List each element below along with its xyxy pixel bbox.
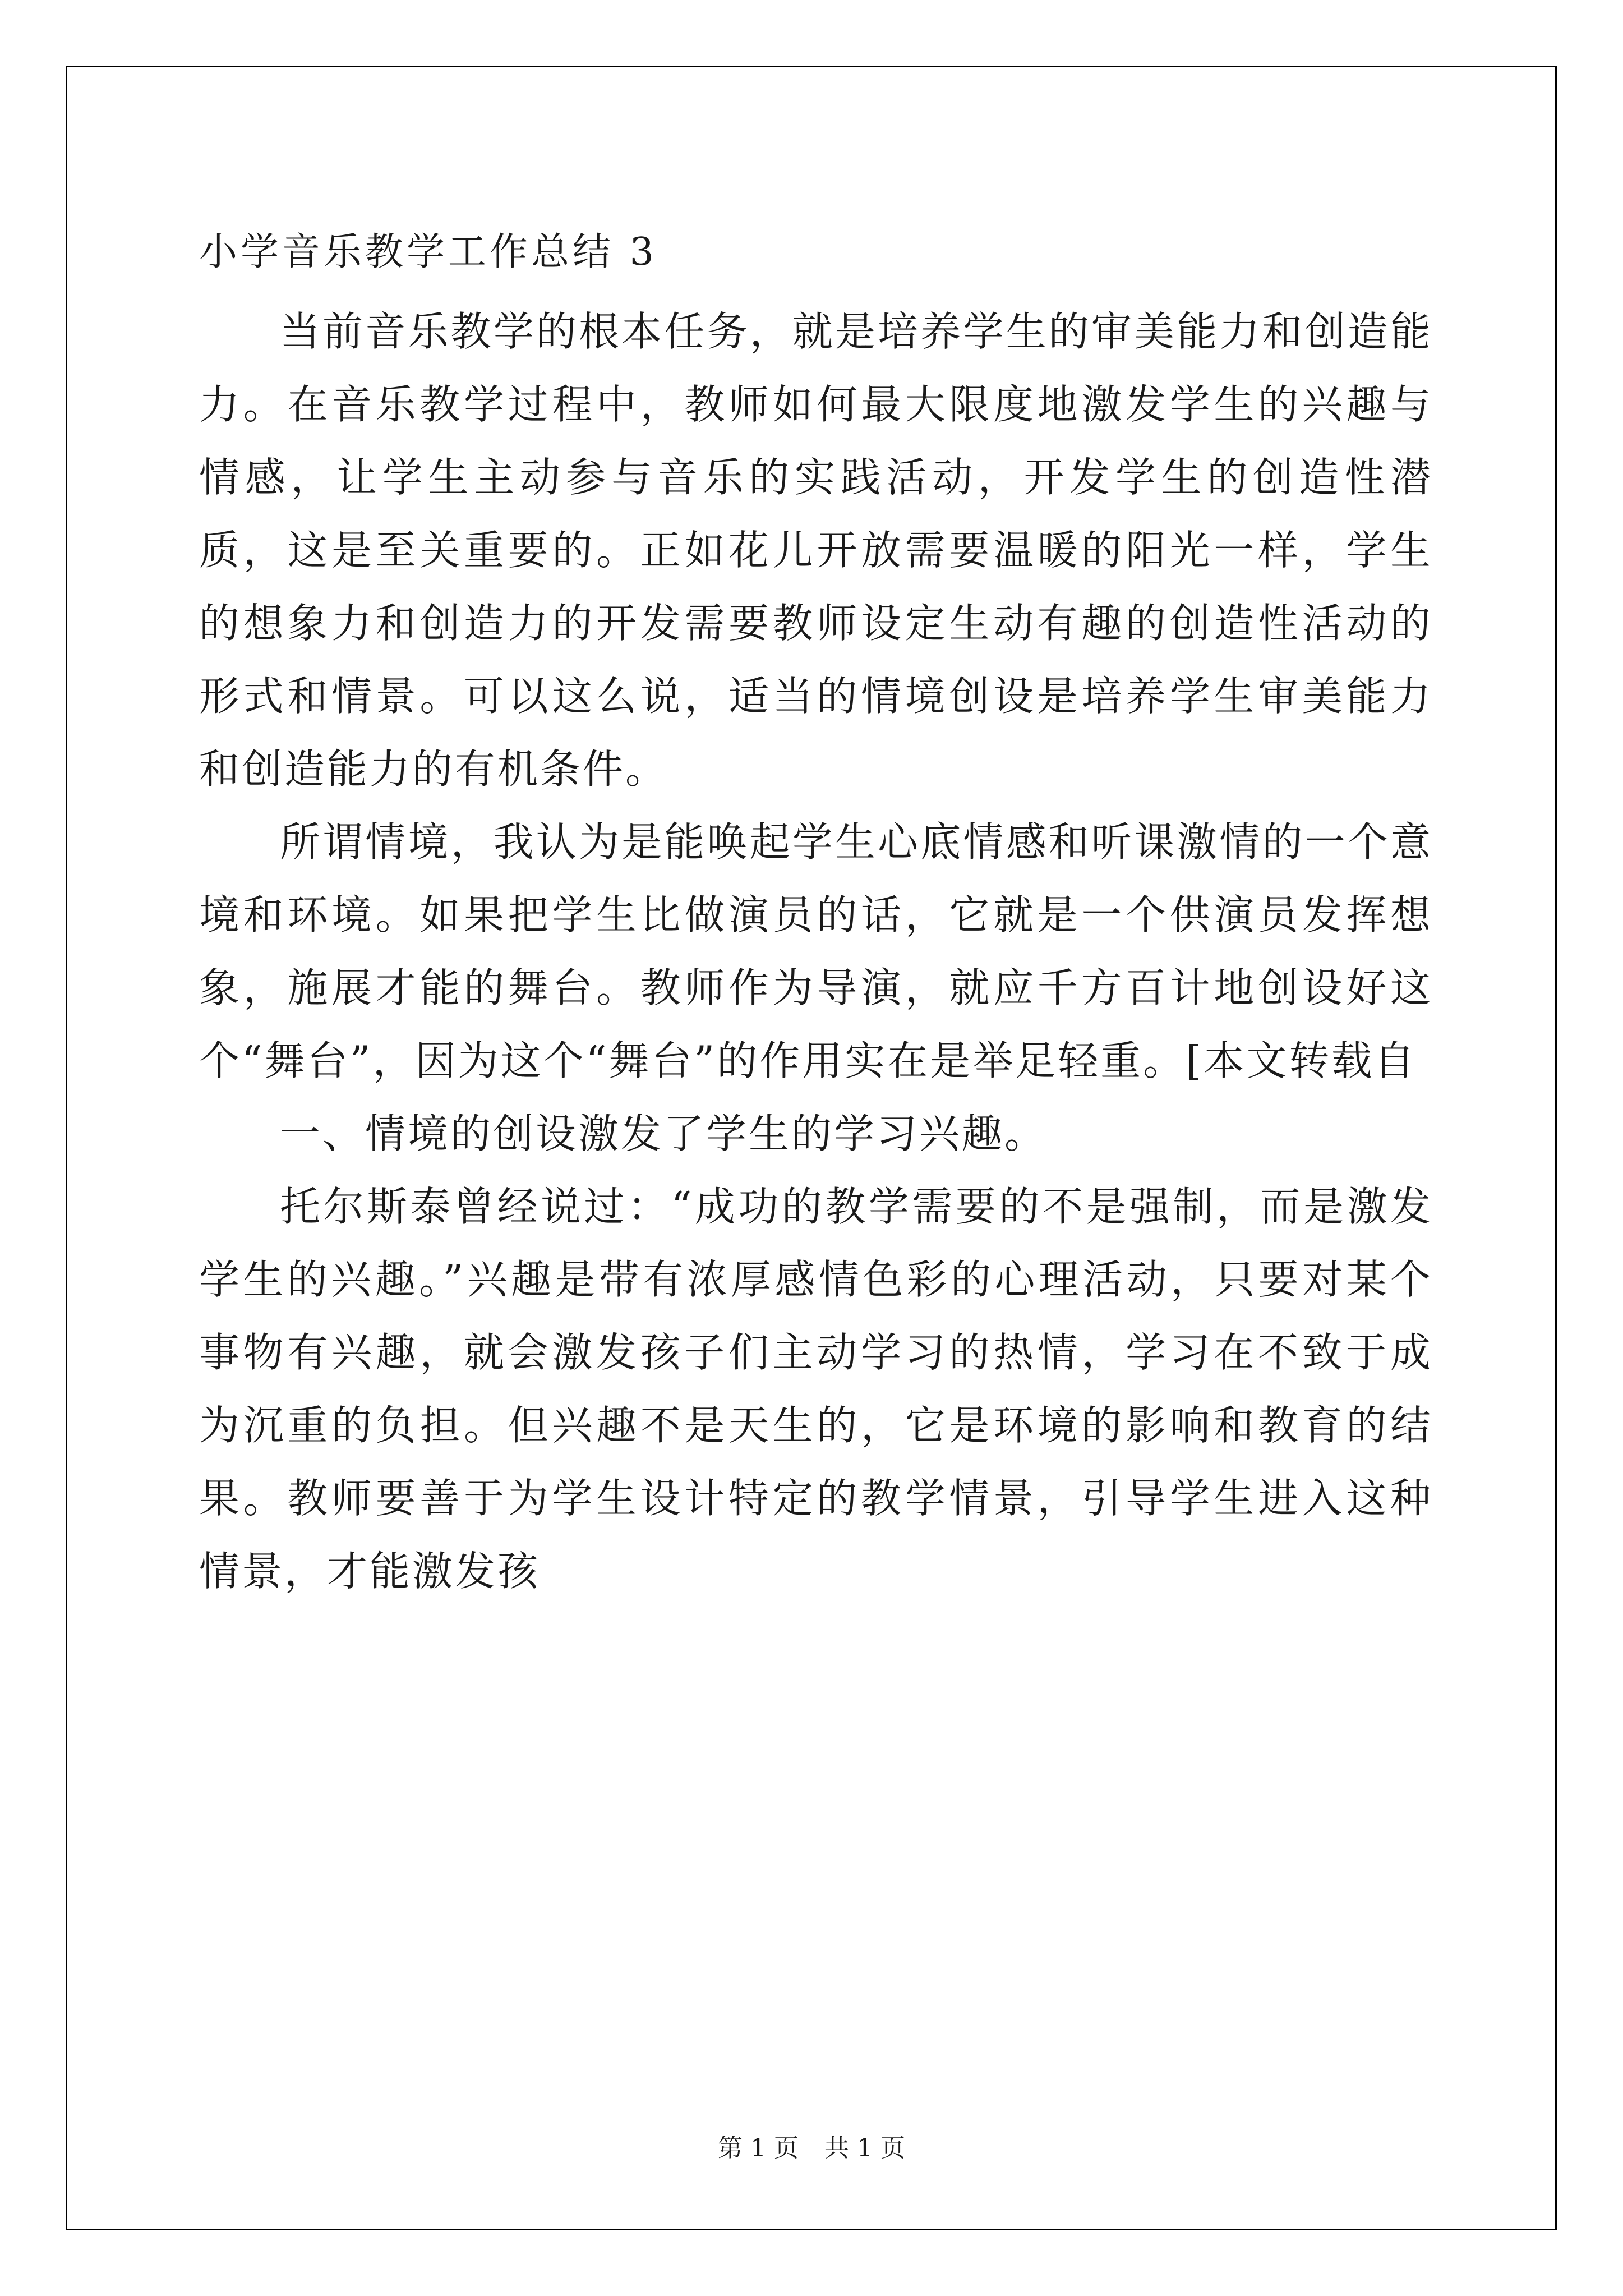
paragraph-2: 所谓情境，我认为是能唤起学生心底情感和听课激情的一个意境和环境。如果把学生比做演员的话，它就是一个供演员发挥想象，施展才能的舞台。教师作为导演，就应千方百计地创设好这个“舞台”，因为这个“舞台”的作用实在是举足轻重。[本文转载自 (199, 818, 1433, 1084)
page-footer (0, 2132, 1623, 2165)
paragraph-3: 一、情境的创设激发了学生的学习兴趣。 (280, 1110, 1048, 1157)
paragraph-4: 托尔斯泰曾经说过：“成功的教学需要的不是强制，而是激发学生的兴趣。”兴趣是带有浓厚感情色彩的心理活动，只要对某个事物有兴趣，就会激发孩子们主动学习的热情，学习在不致于成为沉重的负担。但兴趣不是天生的，它是环境的影响和教育的结果。教师要善于为学生设计特定的教学情景，引导学生进入这种情景，才能激发孩 (199, 1183, 1433, 1595)
page-number: 第 1 页 (718, 2134, 799, 2162)
document-title: 小学音乐教学工作总结 3 (199, 230, 657, 274)
document-body (199, 219, 1433, 1608)
page-total: 共 1 页 (824, 2134, 905, 2162)
paragraph-1: 当前音乐教学的根本任务，就是培养学生的审美能力和创造能力。在音乐教学过程中，教师如何最大限度地激发学生的兴趣与情感，让学生主动参与音乐的实践活动，开发学生的创造性潜质，这是至关重要的。正如花儿开放需要温暖的阳光一样，学生的想象力和创造力的开发需要教师设定生动有趣的创造性活动的形式和情景。可以这么说，适当的情境创设是培养学生审美能力和创造能力的有机条件。 (199, 308, 1433, 793)
